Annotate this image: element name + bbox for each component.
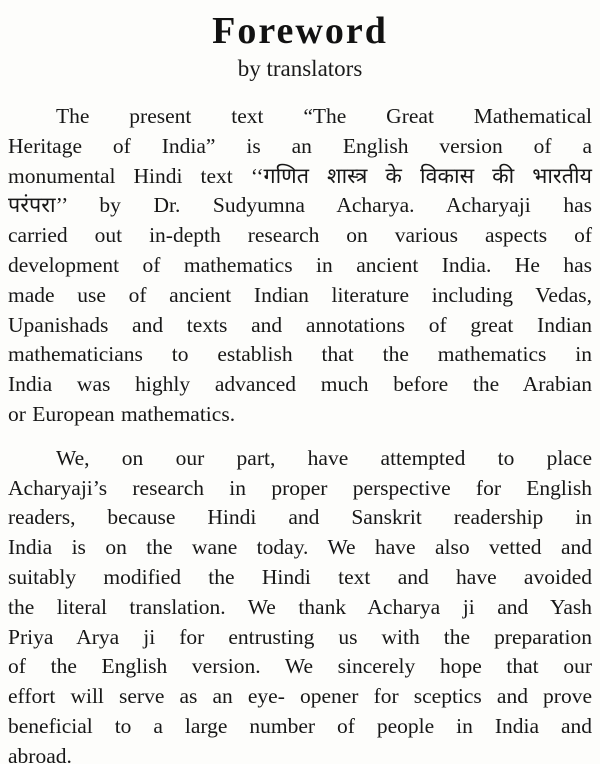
text-line: Priya Arya ji for entrusting us with the preparation xyxy=(8,624,592,649)
page-title: Foreword xyxy=(212,10,388,52)
text-line: Upanishads and texts and annotations of great Indian xyxy=(8,312,592,337)
text-line: carried out in-depth research on various aspects of xyxy=(8,223,592,248)
text-line: We, on our part, have attempted to place xyxy=(56,445,592,470)
text-line: suitably modified the Hindi text and have avoided xyxy=(8,564,592,589)
text-line: effort will serve as an eye- opener for sceptics and prove xyxy=(8,684,592,709)
text-line: The present text “The Great Mathematical xyxy=(56,103,592,128)
text-line: India is on the wane today. We have also vetted and xyxy=(8,535,592,560)
text-line: परंपरा’’ by Dr. Sudyumna Acharya. Acharyaji has xyxy=(8,193,592,218)
text-line: India was highly advanced much before the Arabian xyxy=(8,372,592,397)
text-line: Acharyaji’s research in proper perspective for English xyxy=(8,475,592,500)
paragraph-1 xyxy=(8,102,592,430)
text-line: monumental Hindi text ‘‘गणित शास्त्र के विकास की भारतीय xyxy=(8,163,592,188)
text-line: Heritage of India” is an English version of a xyxy=(8,133,592,158)
text-line: readers, because Hindi and Sanskrit readership in xyxy=(8,505,592,530)
text-line: made use of ancient Indian literature including Vedas, xyxy=(8,282,592,307)
text-line: mathematicians to establish that the mathematics in xyxy=(8,342,592,367)
text-line: of the English version. We sincerely hope that our xyxy=(8,654,592,679)
text-line: the literal translation. We thank Acharya ji and Yash xyxy=(8,594,592,619)
paragraph-2 xyxy=(8,444,592,764)
page-subtitle: by translators xyxy=(237,55,363,81)
text-line: development of mathematics in ancient India. He has xyxy=(8,252,592,277)
text-line: abroad. xyxy=(8,743,72,764)
text-line: beneficial to a large number of people in India and xyxy=(8,713,592,738)
text-line: or European mathematics. xyxy=(8,401,236,426)
